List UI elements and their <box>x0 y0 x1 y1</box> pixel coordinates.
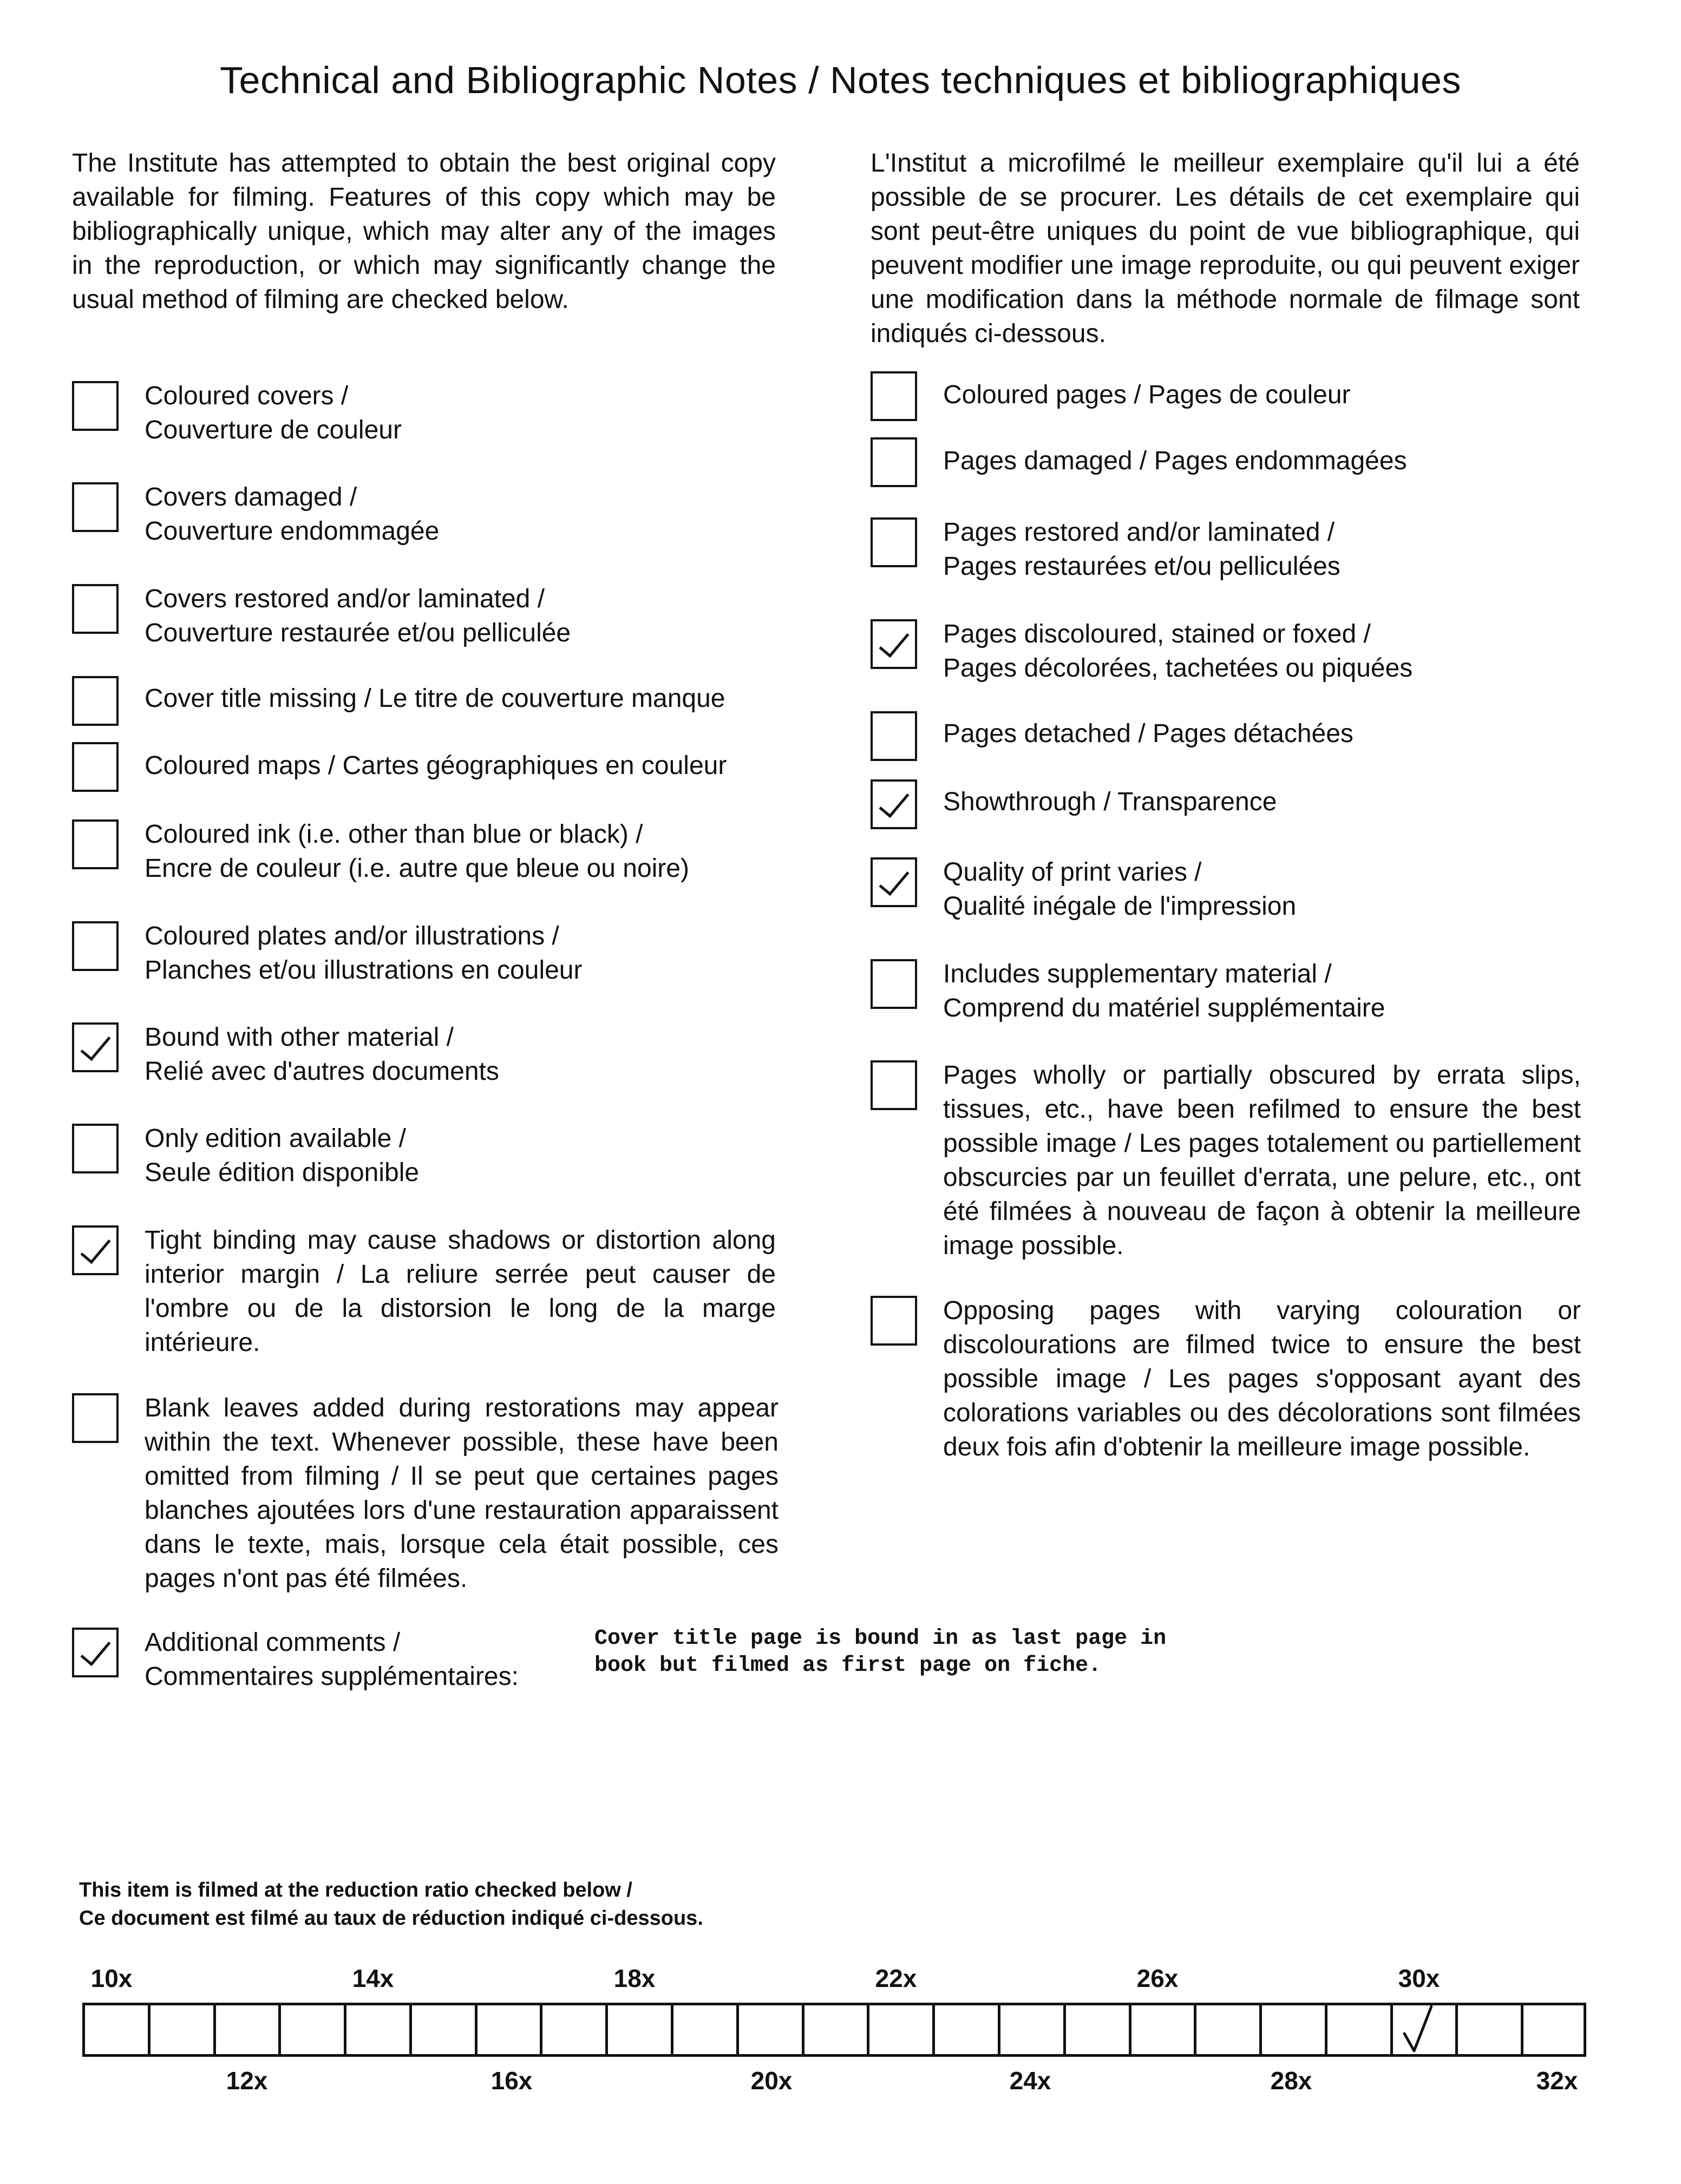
ratio-cell[interactable] <box>1521 2003 1586 2057</box>
item-label-line1: Quality of print varies / <box>943 858 1202 887</box>
ratio-note-line2: Ce document est filmé au taux de réduction indiqué ci-dessous. <box>79 1907 703 1930</box>
right-item-pages-detached <box>871 709 1353 761</box>
ratio-label-30x: 30x <box>1398 1964 1440 1992</box>
checkbox[interactable] <box>72 819 119 869</box>
item-label-line2: Qualité inégale de l'impression <box>943 892 1297 921</box>
checkbox-checked[interactable] <box>871 857 917 907</box>
left-item-bound-with-other-material <box>72 1020 499 1088</box>
item-label-line1: Includes supplementary material / <box>943 960 1332 988</box>
ratio-cell[interactable] <box>736 2003 802 2057</box>
checkbox[interactable] <box>72 381 119 431</box>
ratio-label-12x: 12x <box>226 2067 268 2095</box>
ratio-cell[interactable] <box>540 2003 605 2057</box>
right-item-coloured-pages <box>871 369 1351 421</box>
ratio-cell[interactable] <box>1194 2003 1259 2057</box>
right-item-pages-discoloured <box>871 617 1412 685</box>
ratio-cell[interactable] <box>409 2003 475 2057</box>
ratio-label-22x: 22x <box>875 1964 917 1992</box>
comments-note-line1: Cover title page is bound in as last page in <box>594 1626 1167 1651</box>
additional-comments-note <box>594 1625 1244 1680</box>
item-label-line2: Couverture endommagée <box>145 517 440 546</box>
item-label-line2: Pages décolorées, tachetées ou piquées <box>943 654 1413 683</box>
ratio-cell[interactable] <box>213 2003 279 2057</box>
item-label-line1: Pages damaged / Pages endommagées <box>943 447 1407 475</box>
item-label-line1: Pages detached / Pages détachées <box>943 719 1353 748</box>
left-item-blank-leaves <box>72 1391 779 1596</box>
ratio-cell[interactable] <box>148 2003 213 2057</box>
left-item-coloured-ink <box>72 817 689 886</box>
ratio-cell[interactable] <box>82 2003 148 2057</box>
ratio-cell[interactable] <box>475 2003 540 2057</box>
checkbox[interactable] <box>72 482 119 532</box>
checkbox-checked[interactable] <box>72 1628 119 1677</box>
ratio-cell[interactable] <box>1063 2003 1129 2057</box>
left-item-cover-title-missing <box>72 674 725 726</box>
checkbox-checked[interactable] <box>871 619 917 669</box>
intro-french: L'Institut a microfilmé le meilleur exemplaire qu'il lui a été possible de se procurer. Les détails de cet exemplaire qui sont peut-être uniques du point de vue bibliographique, qui peuvent modifier une image reproduite, ou qui peuvent exiger une modification dans la méthode normale de filmage sont indiqués ci-dessous. <box>871 149 1580 348</box>
item-label-line1: Showthrough / Transparence <box>943 788 1277 816</box>
item-label-line1: Coloured pages / Pages de couleur <box>943 381 1351 409</box>
ratio-label-16x: 16x <box>490 2067 533 2095</box>
item-label-line2: Encre de couleur (i.e. autre que bleue ou noire) <box>145 854 689 883</box>
reduction-ratio-note <box>79 1876 703 1932</box>
ratio-cell[interactable] <box>344 2003 409 2057</box>
ratio-cell[interactable] <box>998 2003 1063 2057</box>
item-label-line2: Commentaires supplémentaires: <box>145 1662 519 1691</box>
item-label-line1: Pages discoloured, stained or foxed / <box>943 620 1371 648</box>
left-item-covers-damaged <box>72 480 439 548</box>
right-item-opposing-pages <box>871 1294 1581 1464</box>
item-label-line1: Pages restored and/or laminated / <box>943 518 1335 547</box>
ratio-label-20x: 20x <box>750 2067 793 2095</box>
ratio-cell[interactable] <box>605 2003 671 2057</box>
left-item-covers-restored <box>72 582 571 650</box>
comments-note-line2: book but filmed as first page on fiche. <box>594 1654 1102 1678</box>
item-label-line1: Covers damaged / <box>145 483 357 511</box>
item-label-line2: Planches et/ou illustrations en couleur <box>145 956 583 985</box>
item-label-line1: Coloured maps / Cartes géographiques en couleur <box>145 751 727 780</box>
ratio-label-26x: 26x <box>1136 1964 1179 1992</box>
checkbox-checked[interactable] <box>871 779 917 829</box>
checkbox[interactable] <box>72 676 119 726</box>
left-item-coloured-covers <box>72 379 402 447</box>
ratio-label-10x: 10x <box>90 1964 133 1992</box>
ratio-cell[interactable] <box>932 2003 998 2057</box>
item-label-line1: Coloured plates and/or illustrations / <box>145 922 559 950</box>
checkbox[interactable] <box>72 1124 119 1173</box>
ratio-cell[interactable] <box>1325 2003 1390 2057</box>
item-label-line2: Relié avec d'autres documents <box>145 1057 499 1086</box>
checkbox[interactable] <box>871 371 917 421</box>
checkbox[interactable] <box>871 437 917 487</box>
ratio-cell[interactable] <box>1129 2003 1194 2057</box>
check-mark-icon <box>1402 2005 1433 2053</box>
left-item-additional-comments <box>72 1625 519 1694</box>
ratio-cell[interactable] <box>802 2003 867 2057</box>
ratio-label-28x: 28x <box>1270 2067 1312 2095</box>
item-label-line2: Comprend du matériel supplémentaire <box>943 994 1385 1022</box>
item-label-line2: Couverture de couleur <box>145 416 402 444</box>
ratio-label-24x: 24x <box>1009 2067 1051 2095</box>
ratio-cell[interactable] <box>671 2003 736 2057</box>
right-item-showthrough <box>871 777 1277 829</box>
item-label-text: Pages wholly or partially obscured by errata slips, tissues, etc., have been refilmed to ensure the best possible image / Les pages totalement ou partiellement obscurcies par un feuillet d'errata, une pelure, etc., ont été filmées à nouveau de façon à obtenir la meilleure image possible. <box>943 1061 1581 1260</box>
right-item-pages-obscured <box>871 1058 1581 1263</box>
checkbox[interactable] <box>871 711 917 761</box>
item-label-line1: Cover title missing / Le titre de couverture manque <box>145 684 725 713</box>
right-item-quality-of-print <box>871 855 1296 923</box>
checkbox[interactable] <box>72 921 119 971</box>
ratio-label-14x: 14x <box>352 1964 394 1992</box>
checkbox[interactable] <box>871 959 917 1009</box>
right-item-pages-damaged <box>871 435 1407 487</box>
item-label-line1: Additional comments / <box>145 1628 401 1657</box>
intro-english: The Institute has attempted to obtain the best original copy available for filming. Features of this copy which may be bibliographically unique, which may alter any of the images in the reproduction, or which may significantly change the usual method of filming are checked below. <box>72 149 776 314</box>
ratio-label-18x: 18x <box>613 1964 656 1992</box>
left-item-coloured-plates <box>72 919 582 987</box>
left-item-only-edition <box>72 1121 419 1190</box>
item-label-text: Blank leaves added during restorations may appear within the text. Whenever possible, these have been omitted from filming / Il se peut que certaines pages blanches ajoutées lors d'une restauration apparaissent dans le texte, mais, lorsque cela était possible, ces pages n'ont pas été filmées. <box>145 1394 779 1593</box>
reduction-ratio-scale <box>82 2003 1586 2057</box>
item-label-line2: Couverture restaurée et/ou pelliculée <box>145 619 571 647</box>
item-label-line2: Pages restaurées et/ou pelliculées <box>943 552 1340 581</box>
right-item-pages-restored <box>871 515 1340 583</box>
checkbox[interactable] <box>72 742 119 792</box>
ratio-cell[interactable] <box>1259 2003 1325 2057</box>
item-label-line1: Coloured covers / <box>145 382 349 410</box>
checkbox[interactable] <box>871 1296 917 1346</box>
checkbox[interactable] <box>72 584 119 634</box>
ratio-cell[interactable] <box>278 2003 344 2057</box>
page-title: Technical and Bibliographic Notes / Notes techniques et bibliographiques <box>220 59 1461 101</box>
left-item-tight-binding <box>72 1223 776 1360</box>
left-item-coloured-maps <box>72 740 727 792</box>
item-label-line1: Covers restored and/or laminated / <box>145 585 545 613</box>
item-label-text: Opposing pages with varying colouration or discolourations are filmed twice to ensure the best possible image / Les pages s'opposant ayant des colorations variables ou des décolorations sont filmées deux fois afin d'obtenir la meilleure image possible. <box>943 1296 1581 1461</box>
item-label-line1: Coloured ink (i.e. other than blue or black) / <box>145 820 643 849</box>
item-label-line1: Only edition available / <box>145 1124 406 1153</box>
checkbox-checked[interactable] <box>72 1022 119 1072</box>
checkbox[interactable] <box>72 1393 119 1443</box>
ratio-cell[interactable] <box>867 2003 932 2057</box>
ratio-cell[interactable] <box>1455 2003 1521 2057</box>
item-label-line2: Seule édition disponible <box>145 1158 420 1187</box>
right-item-supplementary-material <box>871 957 1385 1025</box>
checkbox-checked[interactable] <box>72 1225 119 1275</box>
item-label-text: Tight binding may cause shadows or distortion along interior margin / La reliure serrée peut causer de l'ombre ou de la distorsion le long de la marge intérieure. <box>145 1226 776 1357</box>
ratio-label-32x: 32x <box>1536 2067 1578 2095</box>
checkbox[interactable] <box>871 517 917 567</box>
ratio-note-line1: This item is filmed at the reduction ratio checked below / <box>79 1879 632 1901</box>
item-label-line1: Bound with other material / <box>145 1023 454 1052</box>
checkbox[interactable] <box>871 1060 917 1110</box>
